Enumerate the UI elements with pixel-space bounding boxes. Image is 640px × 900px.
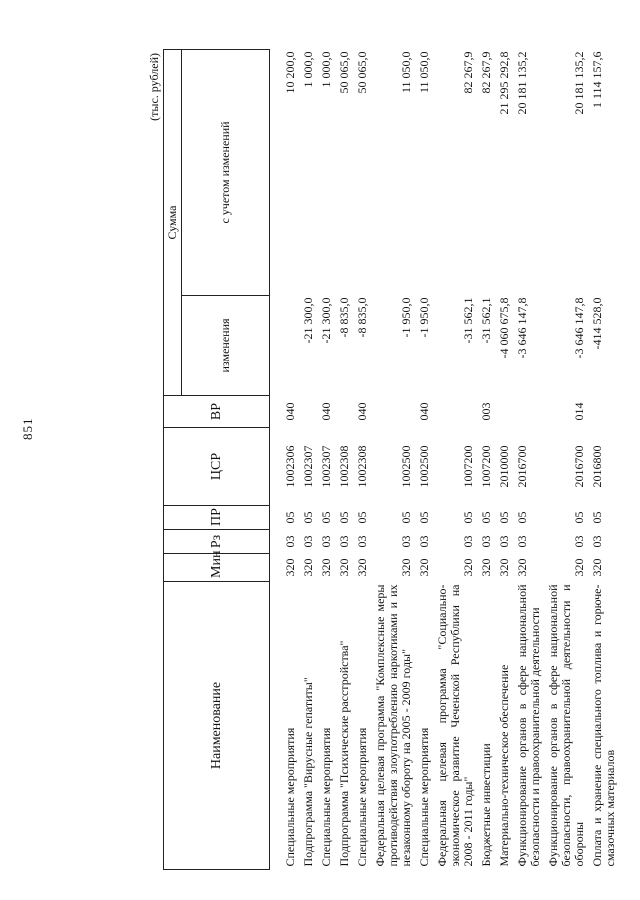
row-csr: 1002307 — [319, 445, 333, 488]
row-vr: 040 — [417, 402, 431, 421]
row-min: 320 — [572, 558, 586, 577]
table-row — [372, 49, 416, 869]
row-pr: 05 — [319, 511, 333, 524]
header-sum: Сумма — [164, 49, 182, 395]
row-total: 1 000,0 — [301, 51, 315, 88]
row-vr — [336, 396, 354, 428]
row-name: Функционирование органов в сфере национальной безопасности, правоохранительной деятельности и обороны — [546, 584, 586, 867]
row-pr: 05 — [399, 511, 413, 524]
page-number: 851 — [20, 417, 35, 440]
table-row — [478, 49, 496, 869]
row-name: Материально-техническое обеспечение — [497, 664, 511, 867]
row-change: -3 646 147,8 — [572, 297, 586, 359]
row-change: -31 562,1 — [479, 297, 493, 344]
row-min: 320 — [417, 558, 431, 577]
row-min: 320 — [497, 558, 511, 577]
row-csr: 2016700 — [572, 445, 586, 488]
row-name: Подпрограмма "Вирусные гепатиты" — [301, 677, 315, 867]
row-vr — [589, 396, 620, 428]
table-row — [416, 49, 434, 869]
row-vr: 003 — [479, 402, 493, 421]
header-vr: ВР — [164, 396, 270, 428]
row-min: 320 — [461, 558, 475, 577]
header-with-changes: с учетом изменений — [182, 49, 270, 295]
row-csr: 2016700 — [515, 445, 529, 488]
table-row — [514, 49, 545, 869]
row-total: 1 000,0 — [319, 51, 333, 88]
table-header — [164, 49, 270, 869]
table-row — [318, 49, 336, 869]
units-note: (тыс. рублей) — [147, 53, 161, 121]
table-row — [336, 49, 354, 869]
row-pr: 05 — [417, 511, 431, 524]
row-pr: 05 — [337, 511, 351, 524]
header-min: Мин — [164, 554, 270, 582]
row-vr: 040 — [283, 402, 297, 421]
row-change: -21 300,0 — [301, 297, 315, 344]
row-total: 50 065,0 — [355, 51, 369, 94]
row-pr: 05 — [572, 511, 586, 524]
row-vr — [514, 396, 545, 428]
header-csr: ЦСР — [164, 428, 270, 506]
header-changes: изменения — [182, 296, 270, 396]
row-rz: 03 — [319, 535, 333, 548]
row-name: Специальные мероприятия — [417, 727, 431, 867]
row-total: 1 114 157,6 — [590, 51, 604, 109]
row-change — [270, 296, 301, 396]
row-name: Специальные мероприятия — [355, 727, 369, 867]
row-min: 320 — [337, 558, 351, 577]
row-total: 82 267,9 — [461, 51, 475, 94]
row-rz: 03 — [283, 535, 297, 548]
table-row — [270, 49, 301, 869]
row-csr: 1002500 — [417, 445, 431, 488]
table-row — [589, 49, 620, 869]
row-total: 82 267,9 — [479, 51, 493, 94]
row-change: -4 060 675,8 — [497, 297, 511, 359]
row-rz: 03 — [417, 535, 431, 548]
row-csr: 1002307 — [301, 445, 315, 488]
row-rz: 03 — [301, 535, 315, 548]
row-name: Оплата и хранение специального топлива и горюче-смазочных материалов — [590, 584, 617, 867]
row-change: -3 646 147,8 — [515, 297, 529, 359]
row-min: 320 — [399, 558, 413, 577]
row-total: 21 295 292,8 — [497, 51, 511, 115]
row-csr: 1002308 — [337, 445, 351, 488]
row-vr — [496, 396, 514, 428]
row-change: -8 835,0 — [337, 297, 351, 338]
row-rz: 03 — [515, 535, 529, 548]
row-name: Федеральная целевая программа "Социально-экономическое развитие Чеченской Республики на 2008 - 2011 годы" — [435, 584, 475, 867]
row-vr — [372, 396, 416, 428]
row-rz: 03 — [355, 535, 369, 548]
row-vr: 040 — [355, 402, 369, 421]
row-total: 20 181 135,2 — [515, 51, 529, 115]
row-rz: 03 — [479, 535, 493, 548]
row-pr: 05 — [283, 511, 297, 524]
row-pr: 05 — [355, 511, 369, 524]
row-rz: 03 — [590, 535, 604, 548]
rotated-budget-sheet — [147, 50, 617, 870]
row-name: Функционирование органов в сфере национальной безопасности и правоохранительной деятельности — [515, 584, 542, 867]
row-change: -31 562,1 — [461, 297, 475, 344]
table-row — [496, 49, 514, 869]
row-csr: 1007200 — [479, 445, 493, 488]
table-row — [434, 49, 478, 869]
row-name: Подпрограмма "Психические расстройства" — [337, 640, 351, 867]
header-pr: ПР — [164, 506, 270, 530]
header-name: Наименование — [164, 582, 270, 870]
row-min: 320 — [590, 558, 604, 577]
row-change: -21 300,0 — [319, 297, 333, 344]
row-total: 50 065,0 — [337, 51, 351, 94]
row-change: -1 950,0 — [417, 297, 431, 338]
row-rz: 03 — [337, 535, 351, 548]
row-csr: 1007200 — [461, 445, 475, 488]
row-min: 320 — [301, 558, 315, 577]
row-pr: 05 — [590, 511, 604, 524]
row-change: -1 950,0 — [399, 297, 413, 338]
row-csr: 1002500 — [399, 445, 413, 488]
row-vr — [300, 396, 318, 428]
row-csr: 2010000 — [497, 445, 511, 488]
row-rz: 03 — [572, 535, 586, 548]
row-total: 20 181 135,2 — [572, 51, 586, 115]
row-total: 11 050,0 — [417, 51, 431, 94]
row-total: 10 200,0 — [283, 51, 297, 94]
row-total: 11 050,0 — [399, 51, 413, 94]
row-csr: 2016800 — [590, 445, 604, 488]
row-vr: 040 — [319, 402, 333, 421]
budget-table — [163, 49, 620, 870]
row-rz: 03 — [461, 535, 475, 548]
row-min: 320 — [479, 558, 493, 577]
row-pr: 05 — [515, 511, 529, 524]
row-min: 320 — [515, 558, 529, 577]
table-row — [354, 49, 372, 869]
header-rz: Рз — [164, 530, 270, 554]
row-vr: 014 — [572, 402, 586, 421]
row-rz: 03 — [497, 535, 511, 548]
row-vr — [434, 396, 478, 428]
row-name: Федеральная целевая программа "Комплексные меры противодействия злоупотреблению наркотиками и их незаконному обороту на 2005 - 2009 годы" — [373, 584, 413, 867]
row-pr: 05 — [497, 511, 511, 524]
row-pr: 05 — [301, 511, 315, 524]
row-pr: 05 — [461, 511, 475, 524]
row-min: 320 — [355, 558, 369, 577]
row-rz: 03 — [399, 535, 413, 548]
row-name: Бюджетные инвестиции — [479, 743, 493, 867]
row-name: Специальные мероприятия — [283, 727, 297, 867]
row-csr: 1002306 — [283, 445, 297, 488]
row-min: 320 — [283, 558, 297, 577]
row-min: 320 — [319, 558, 333, 577]
table-row — [300, 49, 318, 869]
row-csr: 1002308 — [355, 445, 369, 488]
row-name: Специальные мероприятия — [319, 727, 333, 867]
table-row — [545, 49, 589, 869]
row-change: -414 528,0 — [590, 297, 604, 350]
row-change: -8 835,0 — [355, 297, 369, 338]
row-pr: 05 — [479, 511, 493, 524]
